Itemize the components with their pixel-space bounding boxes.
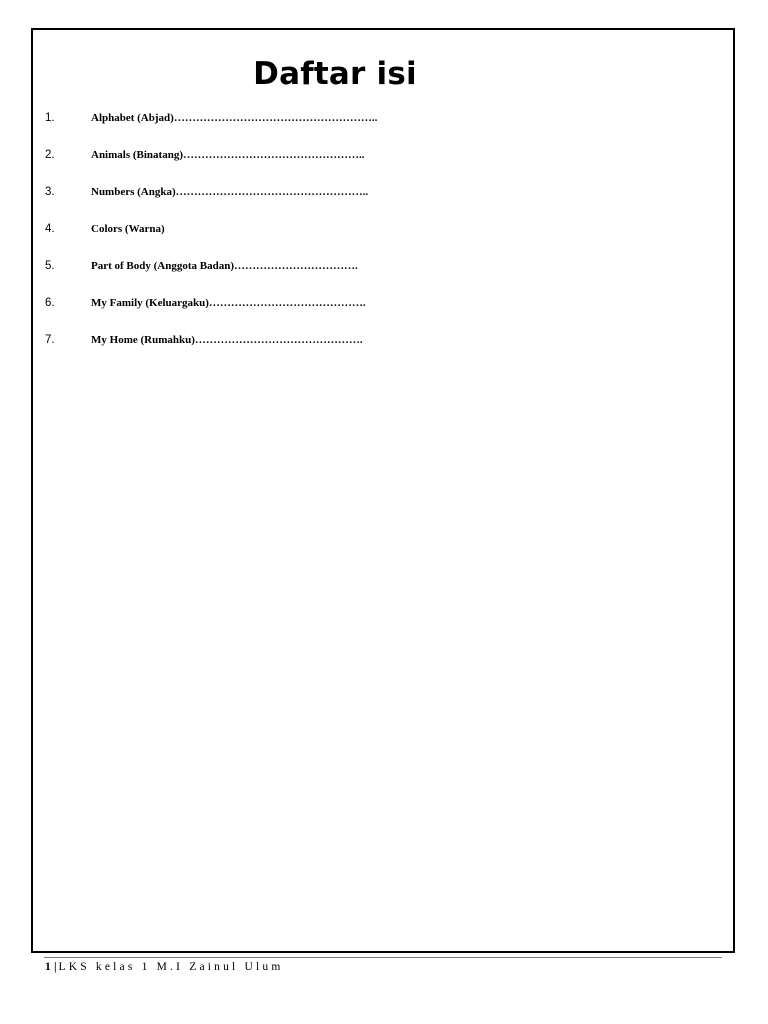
toc-item-text: Part of Body (Anggota Badan)…………………………….	[91, 260, 358, 272]
footer-page-number: 1	[45, 961, 54, 973]
toc-item-number: 6.	[45, 297, 55, 309]
page-border	[31, 28, 735, 953]
toc-item	[45, 186, 705, 223]
toc-item-number: 1.	[45, 112, 55, 124]
toc-item-number: 3.	[45, 186, 55, 198]
toc-item-text: Animals (Binatang)…………………………………………..	[91, 149, 365, 161]
toc-item	[45, 260, 705, 297]
page-title: Daftar isi	[253, 56, 417, 92]
toc-item-text: My Home (Rumahku)……………………………………….	[91, 334, 363, 346]
toc-item	[45, 112, 705, 149]
toc-item-text: Numbers (Angka)……………………………………………..	[91, 186, 369, 198]
toc-item-text: Colors (Warna)	[91, 223, 165, 235]
toc-item	[45, 297, 705, 334]
toc-item-number: 5.	[45, 260, 55, 272]
toc-item	[45, 149, 705, 186]
footer-text: LKS kelas 1 M.I Zainul Ulum	[58, 961, 284, 973]
table-of-contents	[45, 112, 705, 371]
toc-item-number: 4.	[45, 223, 55, 235]
toc-item-number: 7.	[45, 334, 55, 346]
toc-item-number: 2.	[45, 149, 55, 161]
toc-item	[45, 334, 705, 371]
toc-item	[45, 223, 705, 260]
footer-separator: |	[53, 961, 59, 973]
footer-divider	[44, 957, 722, 958]
toc-item-text: My Family (Keluargaku)…………………………………….	[91, 297, 366, 309]
page-footer	[45, 961, 284, 973]
toc-item-text: Alphabet (Abjad)………………………………………………..	[91, 112, 378, 124]
